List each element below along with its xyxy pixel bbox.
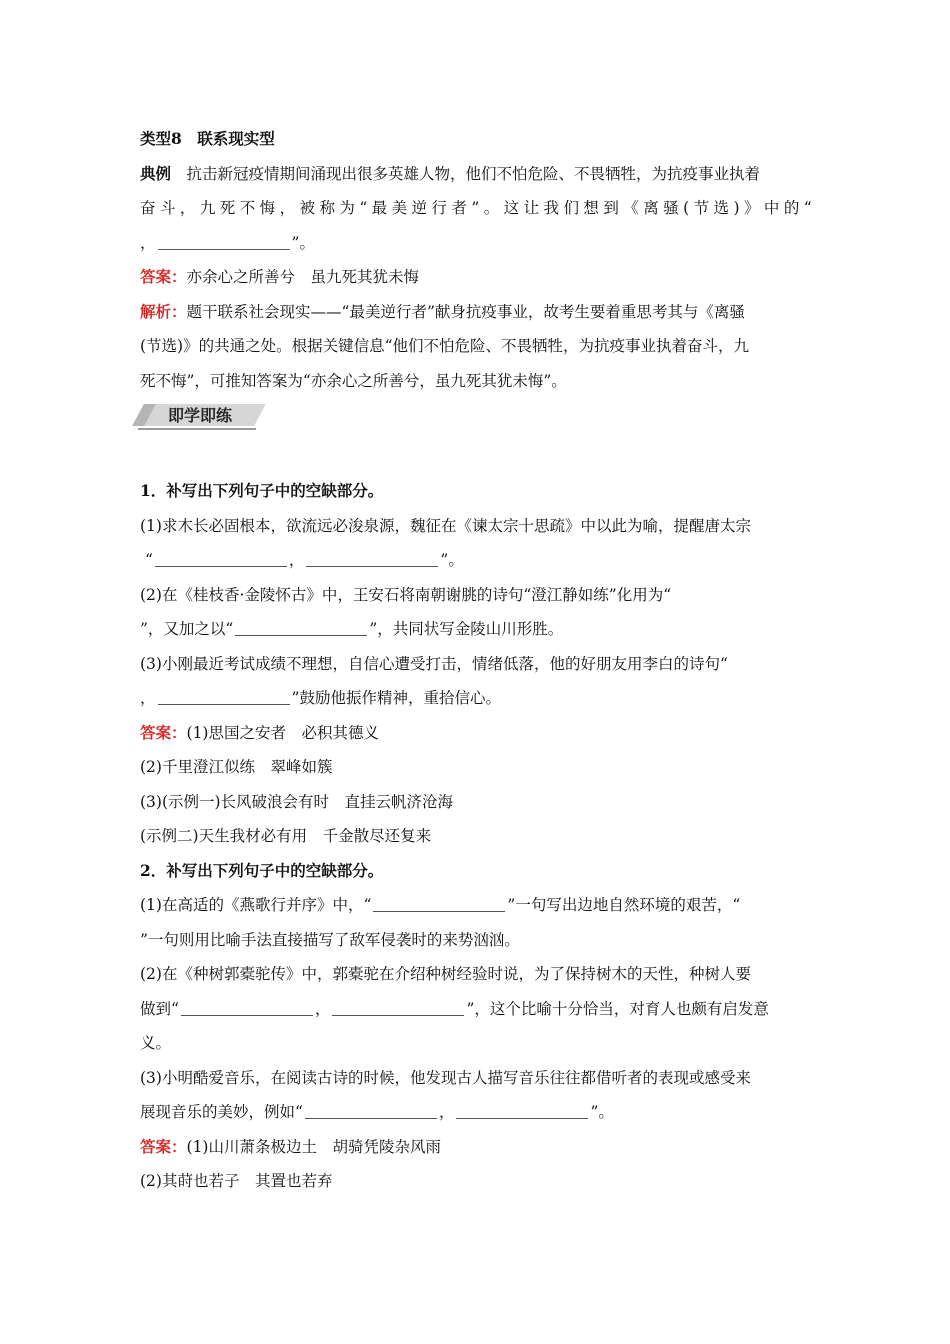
q2-p2-line-3: 义。 (140, 1034, 172, 1052)
example-analysis-line-2: (节选)》的共通之处。根据关键信息“他们不怕危险、不畏牺牲，为抗疫事业执着奋斗，九 (140, 337, 750, 355)
example-line-2-char: 》 (743, 199, 760, 217)
example-line-2-char: 这 (503, 199, 520, 217)
fill-blank[interactable] (373, 893, 505, 912)
q2-title: 2．补写出下列句子中的空缺部分。 (140, 860, 384, 880)
example-line-2-char: 奋 (140, 199, 156, 217)
example-line-2-char: 被 (299, 199, 316, 217)
fill-blank[interactable] (456, 1100, 588, 1119)
banner-label: 即学即练 (168, 406, 233, 425)
fill-blank[interactable] (305, 1100, 437, 1119)
example-line-2-char: 选 (713, 199, 730, 217)
example-line-2-char: “ (803, 199, 812, 217)
fill-blank[interactable] (332, 997, 464, 1016)
fill-blank[interactable] (155, 548, 287, 567)
fill-blank[interactable] (158, 231, 290, 250)
q2-p1-line-2: ”一句则用比喻手法直接描写了敌军侵袭时的来势汹汹。 (140, 930, 520, 949)
q1-answer-4: (示例二)天生我材必有用 千金散尽还复来 (140, 827, 432, 845)
q1-p1-line-2: “ ， ”。 (140, 543, 812, 578)
example-line-2-char: 美 (391, 199, 408, 217)
q1-title: 1．补写出下列句子中的空缺部分。 (140, 481, 384, 500)
q2-p1-line-1: (1)在高适的《燕歌行并序》中，“ ”一句写出边地自然环境的艰苦，“ (140, 888, 812, 923)
fill-blank[interactable] (235, 617, 367, 636)
example-line-2-char: 的 (783, 199, 800, 217)
example-line-2-char: 。 (483, 199, 500, 217)
q1-p3-line-1: (3)小刚最近考试成绩不理想，自信心遭受打击，情绪低落，他的好朋友用李白的诗句“ (140, 654, 728, 673)
example-line-2-char: ， (279, 199, 296, 217)
example-line-2-char: 死 (219, 199, 236, 217)
example-line-2-char: 中 (763, 199, 780, 217)
q1-p2-line-2: ”，又加之以“ ”，共同状写金陵山川形胜。 (140, 612, 812, 647)
example-line-2-char: 我 (543, 199, 560, 217)
example-line-2-char: 不 (239, 199, 256, 217)
example-line-2-char: ， (179, 199, 196, 217)
example-line-2-char: 为 (339, 199, 355, 217)
example-line-2-char: 九 (199, 199, 216, 217)
example-line-2-char: 行 (431, 199, 447, 217)
example-line-2-char: 最 (371, 199, 388, 217)
fill-blank[interactable] (306, 548, 438, 567)
q2-answer-2: (2)其莳也若子 其置也若弃 (140, 1172, 333, 1190)
example-line-2-char: 《 (623, 199, 639, 217)
example-line-2-char: 骚 (663, 199, 679, 217)
example-analysis-line-3: 死不悔”，可推知答案为“亦余心之所善兮，虽九死其犹未悔”。 (140, 371, 567, 390)
example-line-2-char: 离 (643, 199, 659, 217)
example-line-2-char: 者 (451, 199, 467, 217)
example-line-2-char: 让 (523, 199, 540, 217)
q2-p3-line-2: 展现音乐的美妙，例如“ ， ”。 (140, 1095, 812, 1130)
example-line-2 (140, 191, 812, 226)
fill-blank[interactable] (158, 686, 290, 705)
example-line-2-char: ” (471, 199, 480, 217)
section-title: 类型8 联系现实型 (140, 129, 275, 148)
example-line-2-char: 称 (319, 199, 335, 217)
document-page (140, 122, 812, 1199)
example-line-2-char: 到 (603, 199, 619, 217)
example-line-2-char: 们 (563, 199, 579, 217)
example-analysis-line-1: 解析：题干联系社会现实——“最美逆行者”献身抗疫事业，故考生要着重思考其与《离骚 (140, 301, 745, 321)
example-line-2-char: ) (733, 199, 740, 217)
q1-p3-line-2: ， ”鼓励他振作精神，重拾信心。 (140, 681, 812, 716)
q2-p3-line-1: (3)小明酷爱音乐，在阅读古诗的时候，他发现古人描写音乐往往都借听者的表现或感受来 (140, 1068, 751, 1087)
q1-answer-2: (2)千里澄江似练 翠峰如簇 (140, 758, 333, 776)
q1-p1-line-1: (1)求木长必固根本，欲流远必浚泉源，魏征在《谏太宗十思疏》中以此为喻，提醒唐太宗 (140, 516, 751, 535)
example-line-2-char: 节 (693, 199, 710, 217)
fill-blank[interactable] (181, 997, 313, 1016)
q2-p2-line-1: (2)在《种树郭橐驼传》中，郭橐驼在介绍种树经验时说，为了保持树木的天性，种树人要 (140, 965, 751, 983)
example-line-2-char: 想 (583, 199, 599, 217)
practice-banner (138, 402, 812, 436)
example-line-3: ， ”。 (140, 226, 812, 261)
example-line-1: 典例 抗击新冠疫情期间涌现出很多英雄人物，他们不怕危险、不畏牺牲，为抗疫事业执着 (140, 163, 761, 183)
q1-answer-3: (3)(示例一)长风破浪会有时 直挂云帆济沧海 (140, 792, 454, 811)
example-line-2-char: 逆 (411, 199, 428, 217)
q2-answer-1: 答案：(1)山川萧条极边土 胡骑凭陵杂风雨 (140, 1136, 441, 1156)
q2-p2-line-2: 做到“ ， ”，这个比喻十分恰当，对育人也颇有启发意 (140, 992, 812, 1027)
example-label: 典例 (140, 163, 172, 183)
q1-p2-line-1: (2)在《桂枝香·金陵怀古》中，王安石将南朝谢朓的诗句“澄江静如练”化用为“ (140, 585, 672, 604)
q1-answer-1: 答案：(1)思国之安者 必积其德义 (140, 722, 379, 742)
example-line-2-char: 悔 (259, 199, 276, 217)
example-line-2-char: ( (683, 199, 690, 217)
example-answer: 答案：亦余心之所善兮 虽九死其犹未悔 (140, 267, 420, 286)
example-line-2-char: “ (359, 199, 368, 217)
example-line-2-char: 斗 (159, 199, 176, 217)
